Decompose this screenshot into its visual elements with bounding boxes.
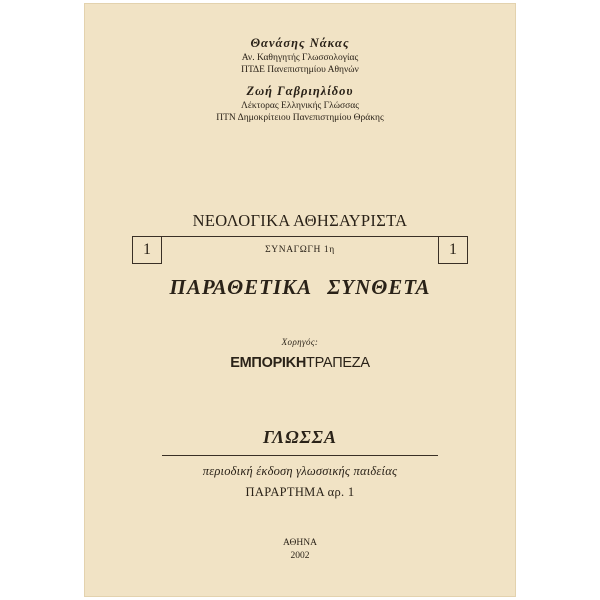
imprint-year: 2002 — [290, 551, 310, 561]
author-2-institution: ΠΤΝ Δημοκρίτειου Πανεπιστημίου Θράκης — [216, 113, 384, 123]
series-title: ΝΕΟΛΟΓΙΚΑ ΑΘΗΣΑΥΡΙΣΤΑ — [192, 211, 408, 230]
author-2-name: Ζωή Γαβριηλίδου — [246, 84, 354, 98]
journal-rule — [162, 455, 438, 456]
sponsor-logo — [84, 355, 516, 371]
author-2-title: Λέκτορας Ελληνικής Γλώσσας — [240, 101, 360, 111]
series-number-right: 1 — [438, 236, 468, 264]
series-number-left: 1 — [132, 236, 162, 264]
book-title: ΠΑΡΑΘΕΤΙΚΑ ΣΥΝΘΕΤΑ — [169, 275, 431, 299]
sponsor-name-light: ΤΡΑΠΕΖΑ — [306, 355, 370, 371]
author-1-title: Αν. Καθηγητής Γλωσσολογίας — [241, 53, 359, 63]
author-1-name: Θανάσης Νάκας — [250, 36, 350, 50]
imprint-place: ΑΘΗΝΑ — [283, 538, 317, 548]
journal-title: ΓΛΩΣΣΑ — [263, 427, 337, 447]
series-frame-top-line — [158, 236, 442, 237]
author-1-institution: ΠΤΔΕ Πανεπιστημίου Αθηνών — [241, 65, 359, 75]
book-cover — [84, 3, 516, 597]
collection-label: ΣΥΝΑΓΩΓΗ 1η — [265, 245, 335, 255]
journal-supplement: ΠΑΡΑΡΤΗΜΑ αρ. 1 — [245, 485, 355, 499]
sponsor-label: Χορηγός: — [281, 337, 319, 347]
sponsor-name-bold: ΕΜΠΟΡΙΚΗ — [230, 355, 307, 371]
journal-subtitle: περιοδική έκδοση γλωσσικής παιδείας — [202, 464, 398, 478]
